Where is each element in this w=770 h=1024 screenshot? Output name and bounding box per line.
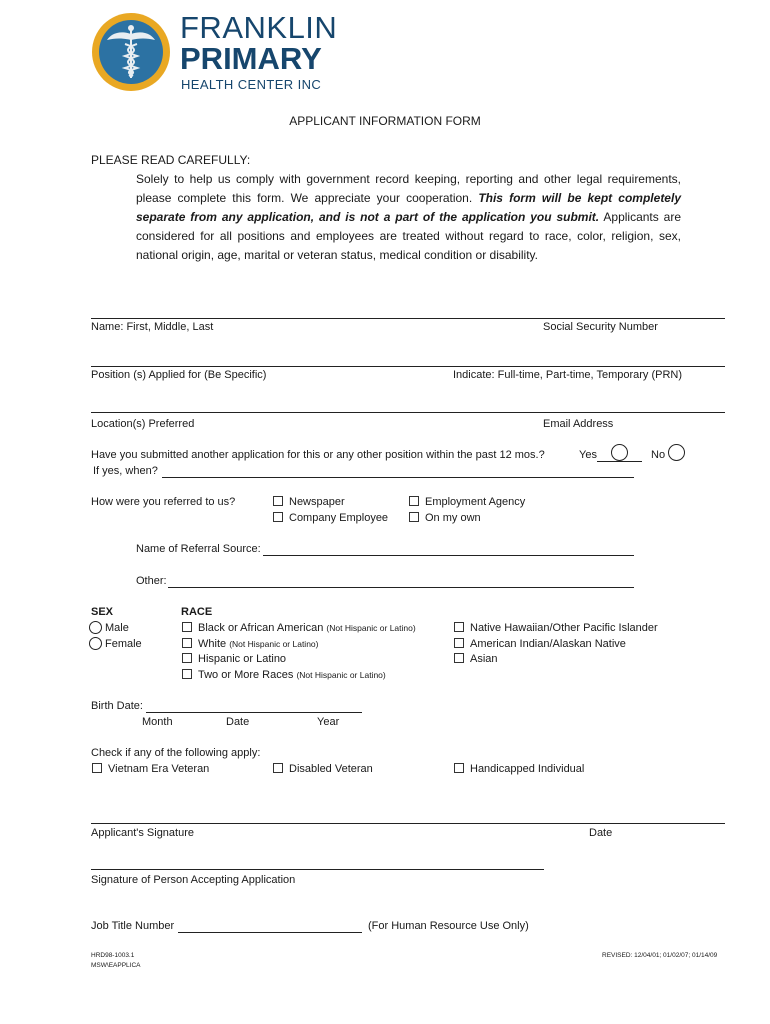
race-hispanic[interactable]: Hispanic or Latino (182, 653, 286, 665)
ssn-label: Social Security Number (543, 321, 658, 333)
logo-emblem (92, 13, 170, 91)
birth-year: Year (317, 716, 340, 728)
handicapped-individual[interactable]: Handicapped Individual (454, 763, 584, 775)
sex-female[interactable]: Female (89, 637, 142, 650)
prior-question: Have you submitted another application for this or any other position within the past 12 mos.? (91, 449, 545, 461)
footer-code-2: MSW\EAPPLICA (91, 962, 141, 969)
footer-code-1: HRD98-1003.1 (91, 952, 135, 959)
name-line[interactable] (91, 318, 725, 319)
signature-date-label: Date (589, 827, 613, 839)
referral-on-my-own[interactable]: On my own (409, 512, 481, 524)
checkbox[interactable] (454, 653, 464, 663)
position-label: Position (s) Applied for (Be Specific) (91, 369, 267, 381)
location-label: Location(s) Preferred (91, 418, 195, 430)
checkbox[interactable] (273, 763, 283, 773)
race-american-indian[interactable]: American Indian/Alaskan Native (454, 638, 626, 650)
applicant-signature-label: Applicant's Signature (91, 827, 194, 839)
referral-source-input[interactable] (263, 555, 634, 556)
notice-emphasis: This form will be kept completely separate from any application, and is not a part of the application you submit. (136, 191, 681, 224)
birth-date: Date (226, 716, 250, 728)
checkbox[interactable] (182, 653, 192, 663)
indicate-label: Indicate: Full-time, Part-time, Temporary (PRN) (453, 369, 683, 381)
when-input[interactable] (162, 477, 634, 478)
job-title-input[interactable] (178, 932, 362, 933)
no-label: No (651, 449, 666, 461)
applicant-signature-line[interactable] (91, 823, 725, 824)
birth-month: Month (142, 716, 173, 728)
other-label: Other: (136, 575, 167, 587)
notice-paragraph: Solely to help us comply with government record keeping, reporting and other legal requirements, please complete this form. We appreciate your cooperation. This form will be kept completely separate from any application, and is not a part of the application you submit. Applicants are considered for all positions and employees are treated without regard to race, color, religion, sex, national origin, age, marital or veteran status, medical condition or disability. (136, 172, 682, 262)
name-label: Name: First, Middle, Last (91, 321, 214, 333)
race-asian[interactable]: Asian (454, 653, 498, 665)
checkbox[interactable] (409, 512, 419, 522)
location-line[interactable] (91, 412, 725, 413)
referral-source-label: Name of Referral Source: (136, 543, 261, 555)
checkbox[interactable] (92, 763, 102, 773)
checkbox[interactable] (182, 638, 192, 648)
sex-heading: SEX (91, 606, 114, 618)
disabled-veteran[interactable]: Disabled Veteran (273, 763, 373, 775)
race-black[interactable]: Black or African American (Not Hispanic or Latino) (182, 622, 416, 634)
when-label: If yes, when? (93, 465, 158, 477)
job-title-label: Job Title Number (91, 920, 175, 932)
form-title: APPLICANT INFORMATION FORM (289, 114, 481, 128)
referral-employment-agency[interactable]: Employment Agency (409, 496, 525, 508)
checkbox[interactable] (182, 622, 192, 632)
vietnam-veteran[interactable]: Vietnam Era Veteran (92, 763, 209, 775)
yes-label: Yes (579, 449, 597, 461)
birth-label: Birth Date: (91, 700, 143, 712)
race-hawaiian[interactable]: Native Hawaiian/Other Pacific Islander (454, 622, 658, 634)
checkbox[interactable] (182, 669, 192, 679)
referral-question: How were you referred to us? (91, 496, 236, 508)
radio[interactable] (89, 637, 102, 650)
race-heading: RACE (181, 606, 213, 618)
yes-radio[interactable] (611, 444, 628, 461)
accepting-signature-label: Signature of Person Accepting Application (91, 874, 296, 886)
veteran-heading: Check if any of the following apply: (91, 747, 261, 759)
checkbox[interactable] (454, 622, 464, 632)
race-white[interactable]: White (Not Hispanic or Latino) (182, 638, 318, 650)
other-input[interactable] (168, 587, 634, 588)
notice-heading: PLEASE READ CAREFULLY: (91, 153, 251, 167)
brand-line-1: FRANKLIN (180, 10, 338, 45)
checkbox[interactable] (454, 763, 464, 773)
checkbox[interactable] (273, 496, 283, 506)
position-line[interactable] (91, 366, 725, 367)
brand-line-2: PRIMARY (180, 41, 322, 76)
race-two-or-more[interactable]: Two or More Races (Not Hispanic or Latino) (182, 669, 386, 681)
hr-note: (For Human Resource Use Only) (368, 920, 529, 932)
footer-revised: REVISED: 12/04/01; 01/02/07; 01/14/09 (602, 952, 718, 959)
checkbox[interactable] (409, 496, 419, 506)
birth-input[interactable] (146, 712, 362, 713)
checkbox[interactable] (454, 638, 464, 648)
referral-newspaper[interactable]: Newspaper (273, 496, 345, 508)
email-label: Email Address (543, 418, 614, 430)
radio[interactable] (89, 621, 102, 634)
brand-line-3: HEALTH CENTER INC (181, 77, 322, 92)
checkbox[interactable] (273, 512, 283, 522)
no-radio[interactable] (668, 444, 685, 461)
accepting-signature-line[interactable] (91, 869, 544, 870)
sex-male[interactable]: Male (89, 621, 129, 634)
caduceus-icon (99, 20, 163, 84)
referral-company-employee[interactable]: Company Employee (273, 512, 388, 524)
